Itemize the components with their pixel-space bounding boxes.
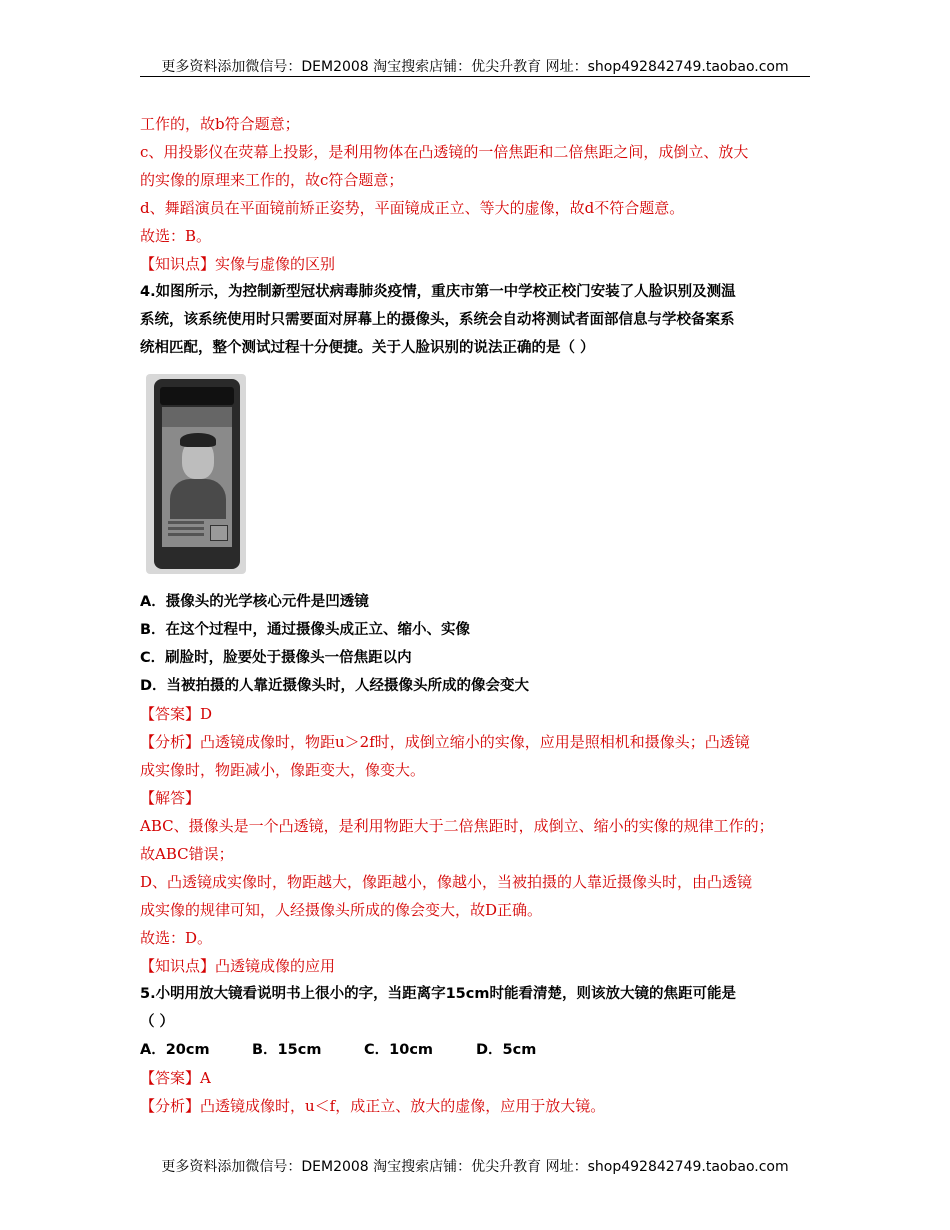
question-5-option-c: C．10cm (364, 1042, 434, 1058)
question-5-option-d: D．5cm (476, 1042, 537, 1058)
camera-bar (160, 387, 234, 405)
choice-line: 故选：D。 (140, 929, 213, 947)
question-4-stem: 4.如图所示，为控制新型冠状病毒肺炎疫情，重庆市第一中学校正校门安装了人脸识别及测温 (140, 284, 736, 300)
solution-line: 的实像的原理来工作的，故c符合题意； (140, 171, 404, 189)
solution-line: ABC、摄像头是一个凸透镜，是利用物距大于二倍焦距时，成倒立、缩小的实像的规律工作的； (140, 817, 774, 835)
question-4-option-d: D．当被拍摄的人靠近摄像头时，人经摄像头所成的像会变大 (140, 678, 530, 694)
question-5-option-a: A．20cm (140, 1042, 210, 1058)
solution-line: c、用投影仪在荧幕上投影，是利用物体在凸透镜的一倍焦距和二倍焦距之间，成倒立、放大 (140, 143, 749, 161)
question-4-stem: 系统，该系统使用时只需要面对屏幕上的摄像头，系统会自动将测试者面部信息与学校备案系 (140, 312, 735, 328)
question-4-stem: 统相匹配，整个测试过程十分便捷。关于人脸识别的说法正确的是（ ） (140, 340, 595, 356)
answer-line: 【答案】A (140, 1069, 211, 1087)
solution-line: D、凸透镜成实像时，物距越大，像距越小，像越小，当被拍摄的人靠近摄像头时，由凸透镜 (140, 873, 753, 891)
document-body (140, 110, 810, 1120)
header-divider (140, 76, 810, 77)
solution-line: 成实像的规律可知，人经摄像头所成的像会变大，故D正确。 (140, 901, 543, 919)
knowledge-point: 【知识点】凸透镜成像的应用 (140, 957, 336, 975)
question-5-stem: （ ） (140, 1014, 175, 1030)
page-footer: 更多资料添加微信号：DEM2008 淘宝搜索店铺：优尖升教育 网址：shop492842749.taobao.com (161, 1159, 789, 1175)
analysis-line: 【分析】凸透镜成像时，物距u＞2f时，成倒立缩小的实像，应用是照相机和摄像头；凸透镜 (140, 733, 750, 751)
question-4-option-c: C．刷脸时，脸要处于摄像头一倍焦距以内 (140, 650, 412, 666)
solution-line: 故ABC错误； (140, 845, 234, 863)
solution-line: d、舞蹈演员在平面镜前矫正姿势，平面镜成正立、等大的虚像，故d不符合题意。 (140, 199, 685, 217)
answer-line: 【答案】D (140, 705, 213, 723)
question-5-option-b: B．15cm (252, 1042, 322, 1058)
device-screen (162, 407, 232, 547)
solution-title: 【解答】 (140, 789, 201, 807)
face-recognition-device-figure (146, 374, 246, 574)
page-header: 更多资料添加微信号：DEM2008 淘宝搜索店铺：优尖升教育 网址：shop492842749.taobao.com (161, 59, 789, 75)
solution-line: 工作的，故b符合题意； (140, 115, 300, 133)
question-5-options (140, 1036, 810, 1064)
question-4-option-b: B．在这个过程中，通过摄像头成正立、缩小、实像 (140, 622, 471, 638)
choice-line: 故选：B。 (140, 227, 212, 245)
knowledge-point: 【知识点】实像与虚像的区别 (140, 255, 336, 273)
question-4-option-a: A．摄像头的光学核心元件是凹透镜 (140, 594, 369, 610)
analysis-line: 【分析】凸透镜成像时，u＜f，成正立、放大的虚像，应用于放大镜。 (140, 1097, 606, 1115)
analysis-line: 成实像时，物距减小，像距变大，像变大。 (140, 761, 426, 779)
question-5-stem: 5.小明用放大镜看说明书上很小的字，当距离字15cm时能看清楚，则该放大镜的焦距可能是 (140, 986, 736, 1002)
